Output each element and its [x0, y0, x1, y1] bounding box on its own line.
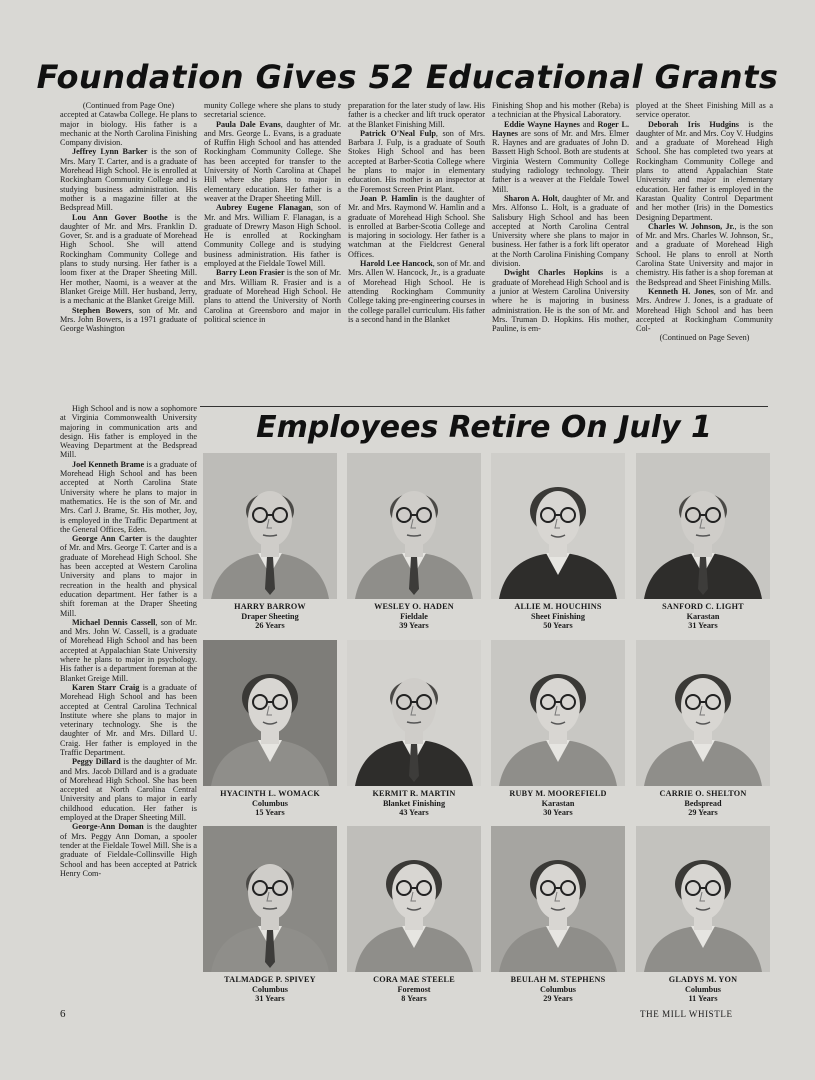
recipient-text: and: [580, 119, 598, 129]
recipient-text: , son of Mrs. Barbara J. Fulp, is a graduate of South Stokes High School and has been accepted at Barber-Scotia College where he plans to major in elementary education. His mother is an inspector at the Foremost Screen Print Plant.: [348, 128, 485, 194]
retiree-department: Karastan: [686, 611, 720, 621]
retiree-department: Columbus: [252, 984, 288, 994]
paragraph-continued: Finishing Shop and his mother (Reba) is a technician at the Physical Laboratory.: [492, 101, 629, 120]
recipient-name: George Ann Carter: [72, 534, 143, 544]
paragraph-continued: ployed at the Sheet Finishing Mill as a service operator.: [636, 101, 773, 120]
article-column-5: [636, 101, 773, 343]
retiree-caption: [197, 602, 343, 631]
paragraph-continued: preparation for the later study of law. His father is a checker and lift truck operator at the Blanket Finishing Mill.: [348, 101, 485, 129]
retiree-card: [203, 640, 337, 824]
retiree-name: SANFORD C. LIGHT: [662, 602, 744, 611]
recipient-text: is the son of Mrs. Mary T. Carter, and is a graduate of Morehead High School. He is enrolled at Rockingham Community College and is studying business administration. His mother is a magazine filler at the Bedspread Mill.: [60, 147, 197, 213]
retiree-caption: [197, 975, 343, 1004]
retiree-name: ALLIE M. HOUCHINS: [514, 602, 602, 611]
retiree-caption: [341, 789, 487, 818]
grant-recipient-paragraph: [636, 222, 773, 287]
retiree-photo: [491, 640, 625, 786]
retiree-card: [491, 640, 625, 824]
retiree-years: 15 Years: [255, 808, 285, 817]
retiree-caption: [197, 789, 343, 818]
retiree-name: CARRIE O. SHELTON: [659, 789, 747, 798]
recipient-name: Aubrey Eugene Flanagan: [216, 203, 311, 213]
grant-recipient-paragraph: [492, 120, 629, 194]
recipient-name: Kenneth H. Jones: [648, 286, 714, 296]
page-number: 6: [60, 1008, 66, 1020]
retiree-name: CORA MAE STEELE: [373, 975, 455, 984]
retiree-caption: [630, 789, 776, 818]
grant-recipient-paragraph: [60, 213, 197, 306]
grant-recipient-paragraph: [60, 618, 197, 683]
recipient-text: is a graduate of Morehead High School and has been accepted at Central Carolina Technical Institute where she plans to major in veterinary technology. She is the daughter of Mr. and Mrs. Dillard U. Craig. Her father is employed in the Traffic Department.: [60, 682, 197, 757]
grant-recipient-paragraph: [60, 683, 197, 757]
article-columns: [60, 101, 775, 401]
retiree-card: [491, 826, 625, 1010]
paragraph-continued: munity College where she plans to study secretarial science.: [204, 101, 341, 120]
recipient-name: Stephen Bowers: [72, 305, 132, 315]
grant-recipient-paragraph: [60, 534, 197, 618]
article-column-2: [204, 101, 341, 324]
grant-recipient-paragraph: [348, 194, 485, 259]
recipient-name: Peggy Dillard: [72, 757, 121, 767]
grant-recipient-paragraph: [492, 268, 629, 333]
retiree-card: [347, 453, 481, 637]
retire-headline: Employees Retire On July 1: [256, 410, 712, 445]
recipient-text: , son of Mr. and Mrs. Allen W. Hancock, Jr., is a graduate of Morehead High School. He is attending Rockingham Community College taking pre-engineering courses in the college parallel curriculum. His father is a second hand in the Blanket: [348, 259, 485, 324]
retiree-name: KERMIT R. MARTIN: [372, 789, 456, 798]
recipient-text: , son of Mr. and Mrs. John Bowers, is a 1971 graduate of George Washington: [60, 305, 197, 334]
retiree-years: 29 Years: [688, 808, 718, 817]
retiree-department: Blanket Finishing: [382, 798, 446, 808]
retiree-years: 11 Years: [688, 994, 718, 1003]
headline: Foundation Gives 52 Educational Grants: [36, 58, 779, 96]
recipient-text: is the daughter of Mr. and Mrs. Franklin D. Gover, Sr. and is a graduate of Morehead High School. She will attend Rockingham Community College and plans to study nursing. Her father is a loom fixer at the Draper Sheeting Mill. Her mother, Naomi, is a weaver at the Blanket Greige Mill. Her husband, Jerry, is a mechanic at the Blanket Greige Mill.: [60, 212, 197, 306]
retiree-department: Columbus: [252, 798, 288, 808]
grant-recipient-paragraph: [60, 822, 197, 878]
retiree-name: RUBY M. MOOREFIELD: [509, 789, 607, 798]
retiree-card: [203, 453, 337, 637]
article-column-left: [60, 404, 197, 1016]
paragraph-continued: accepted at Catawba College. He plans to major in biology. His father is a mechanic at the North Carolina Finishing Company division.: [60, 110, 197, 148]
recipient-name: Roger L. Haynes: [492, 119, 629, 138]
recipient-name: Dwight Charles Hopkins: [504, 268, 604, 278]
recipient-name: Karen Starr Craig: [72, 682, 140, 692]
publication-footer: THE MILL WHISTLE: [640, 1009, 733, 1019]
recipient-text: , son of Mr. and Mrs. William F. Flanagan, is a graduate of Drewry Mason High School. He is enrolled at Rockingham Community College and is studying business administration. His father is employed at the Fieldale Towel Mill.: [204, 203, 341, 269]
retiree-caption: [630, 602, 776, 631]
grant-recipient-paragraph: [204, 120, 341, 204]
retiree-department: Columbus: [685, 984, 721, 994]
recipient-text: , son of Mr. and Mrs. John W. Cassell, is a graduate of Morehead High School and has been accepted at Appalachian State University where he plans to major in psychology. His father is a department foreman at the Blanket Greige Mill.: [60, 617, 197, 683]
recipient-text: is the daughter of Mr. and Mrs. Jacob Dillard and is a graduate of Morehead High School. She has been accepted at North Carolina Central University and plans to major in early childhood education. Her father is employed at the Draper Sheeting Mill.: [60, 757, 197, 823]
retiree-photo: [636, 453, 770, 599]
recipient-name: Michael Dennis Cassell: [72, 617, 156, 627]
recipient-text: , is the son of Mr. and Mrs. Charles W. Johnson, Sr., and a graduate of Morehead High School. He plans to enroll at North Carolina State University and major in chemistry. His father is a shop foreman at the Bedspread and Sheet Finishing Mills.: [636, 221, 773, 287]
grant-recipient-paragraph: [60, 306, 197, 334]
retiree-department: Sheet Finishing: [531, 611, 585, 621]
retiree-photo: [347, 640, 481, 786]
recipient-name: Deborah Iris Hudgins: [648, 119, 739, 129]
grant-recipient-paragraph: [636, 287, 773, 333]
recipient-text: , son of Mr. and Mrs. Andrew J. Jones, is a graduate of Morehead High School and has been accepted at Rockingham Community Col-: [636, 286, 773, 334]
retiree-photo: [636, 826, 770, 972]
recipient-text: is the daughter of Mr. and Mrs. Coy V. Hudgins and a graduate of Morehead High School. She has completed two years at Rockingham Community College and plans to attend Appalachian State University and major in elementary education. Her father is employed in the Karastan Quality Control Department and her mother (Iris) in the Domestics Designing Department.: [636, 119, 773, 222]
retiree-years: 26 Years: [255, 621, 285, 630]
retiree-card: [347, 640, 481, 824]
retiree-card: [636, 826, 770, 1010]
retiree-years: 43 Years: [399, 808, 429, 817]
retiree-photo: [203, 453, 337, 599]
recipient-name: Lou Ann Gover Boothe: [72, 212, 168, 222]
recipient-text: , daughter of Mr. and Mrs. Alfonso L. Holt, is a graduate of Salisbury High School and has been accepted at North Carolina Central University where she plans to major in business. Her father is a fork lift operator at the North Carolina Finishing Company division.: [492, 193, 629, 269]
recipient-text: is the daughter of Mr. and Mrs. Raymond W. Hamlin and a graduate of Morehead High School. She is enrolled at Barber-Scotia College and is majoring in sociology. Her father is a watchman at the Fieldcrest General Offices.: [348, 193, 485, 259]
retiree-photo: [491, 453, 625, 599]
retiree-caption: [485, 789, 631, 818]
recipient-name: Patrick O'Neal Fulp: [360, 128, 436, 138]
recipient-text: is a graduate of Morehead High School and has been accepted at North Carolina State University where he plans to major in mathematics. He is the son of Mr. and Mrs. Carl J. Brame, Sr. His mother, Joy, is employed in the Traffic Department at the General Offices, Eden.: [60, 459, 197, 534]
retiree-caption: [485, 602, 631, 631]
recipient-name: Charles W. Johnson, Jr.: [648, 221, 735, 231]
retiree-name: GLADYS M. YON: [668, 975, 738, 984]
grant-recipient-paragraph: [348, 129, 485, 194]
retiree-years: 31 Years: [688, 621, 718, 630]
recipient-name: Joel Kenneth Brame: [72, 459, 145, 469]
retiree-years: 29 Years: [543, 994, 573, 1003]
recipient-name: Jeffrey Lynn Barker: [72, 147, 148, 157]
retiree-department: Karastan: [541, 798, 575, 808]
retiree-name: HYACINTH L. WOMACK: [220, 789, 320, 798]
continuation-note: (Continued from Page One): [82, 101, 175, 110]
recipient-name: Barry Leon Frasier: [216, 268, 285, 278]
retiree-years: 8 Years: [401, 994, 427, 1003]
retiree-card: [636, 640, 770, 824]
recipient-text: are sons of Mr. and Mrs. Elmer R. Haynes and are graduates of John D. Bassett High School. Both are students at Virginia Western Community College studying radiology technology. Their father is a weaver at the Fieldale Towel Mill.: [492, 128, 629, 194]
retiree-caption: [341, 975, 487, 1004]
article-column-3: [348, 101, 485, 324]
retiree-name: TALMADGE P. SPIVEY: [224, 975, 316, 984]
retiree-years: 50 Years: [543, 621, 573, 630]
recipient-name: Joan P. Hamlin: [360, 193, 418, 203]
retiree-department: Foremost: [397, 984, 431, 994]
retiree-card: [203, 826, 337, 1010]
retiree-name: BEULAH M. STEPHENS: [510, 975, 606, 984]
grant-recipient-paragraph: [492, 194, 629, 268]
retiree-name: WESLEY O. HADEN: [374, 602, 454, 611]
recipient-name: George-Ann Doman: [72, 822, 144, 832]
recipient-text: is the daughter of Mr. and Mrs. George T. Carter and is a graduate of Morehead High School. She has been accepted at Western Carolina University and plans to major in recreation in the health and physical education department. Her father is a shift foreman at the Draper Sheeting Mill.: [60, 534, 197, 618]
grant-recipient-paragraph: [60, 460, 197, 534]
retiree-department: Bedspread: [684, 798, 722, 808]
retiree-photo: [636, 640, 770, 786]
retiree-caption: [341, 602, 487, 631]
grant-recipient-paragraph: [60, 147, 197, 212]
recipient-name: Harold Lee Hancock: [360, 259, 433, 269]
retiree-photo: [347, 453, 481, 599]
retiree-photo-grid: [203, 453, 768, 1013]
recipient-name: Sharon A. Holt: [504, 193, 558, 203]
continuation-note: (Continued on Page Seven): [659, 333, 750, 343]
retiree-years: 30 Years: [543, 808, 573, 817]
grant-recipient-paragraph: [636, 120, 773, 222]
retiree-card: [347, 826, 481, 1010]
retiree-department: Draper Sheeting: [241, 611, 299, 621]
retiree-photo: [203, 640, 337, 786]
retiree-years: 31 Years: [255, 994, 285, 1003]
retiree-card: [491, 453, 625, 637]
retiree-photo: [203, 826, 337, 972]
retiree-years: 39 Years: [399, 621, 429, 630]
section-divider: [200, 406, 768, 407]
retiree-caption: [630, 975, 776, 1004]
recipient-name: Paula Dale Evans: [216, 119, 281, 129]
recipient-text: is the daughter of Mrs. Peggy Ann Doman, a spooler tender at the Fieldale Towel Mill. She is a graduate of Fieldale-Collinsville High School and has been accepted at Patrick Henry Com-: [60, 822, 197, 878]
recipient-name: Eddie Wayne Haynes: [504, 119, 580, 129]
retiree-card: [636, 453, 770, 637]
grant-recipient-paragraph: [204, 203, 341, 268]
recipient-text: , daughter of Mr. and Mrs. George L. Evans, is a graduate of Ruffin High School and has attended Rockingham Community College. She has been accepted for transfer to the University of North Carolina at Chapel Hill where she plans to major in elementary education. Her father is a weaver at the Draper Sheeting Mill.: [204, 119, 341, 203]
recipient-text: is the son of Mr. and Mrs. William R. Frasier and is a graduate of Morehead High School. He plans to attend the University of North Carolina at Greensboro and major in political science in: [204, 268, 341, 324]
retiree-photo: [491, 826, 625, 972]
recipient-text: is a graduate of Morehead High School and is a junior at Western Carolina University where he is majoring in business administration. He is the son of Mr. and Mrs. Truman D. Hopkins. His mother, Pauline, is em-: [492, 268, 629, 334]
grant-recipient-paragraph: [60, 757, 197, 822]
article-column-4: [492, 101, 629, 333]
retiree-department: Fieldale: [400, 611, 428, 621]
retiree-caption: [485, 975, 631, 1004]
grant-recipient-paragraph: [348, 259, 485, 324]
retiree-department: Columbus: [540, 984, 576, 994]
paragraph-continued: High School and is now a sophomore at Virginia Commonwealth University majoring in communication arts and design. His father is employed in the Weaving Department at the Bedspread Mill.: [60, 404, 197, 460]
grant-recipient-paragraph: [204, 268, 341, 324]
retiree-name: HARRY BARROW: [234, 602, 306, 611]
retiree-photo: [347, 826, 481, 972]
article-column-1: [60, 101, 197, 333]
